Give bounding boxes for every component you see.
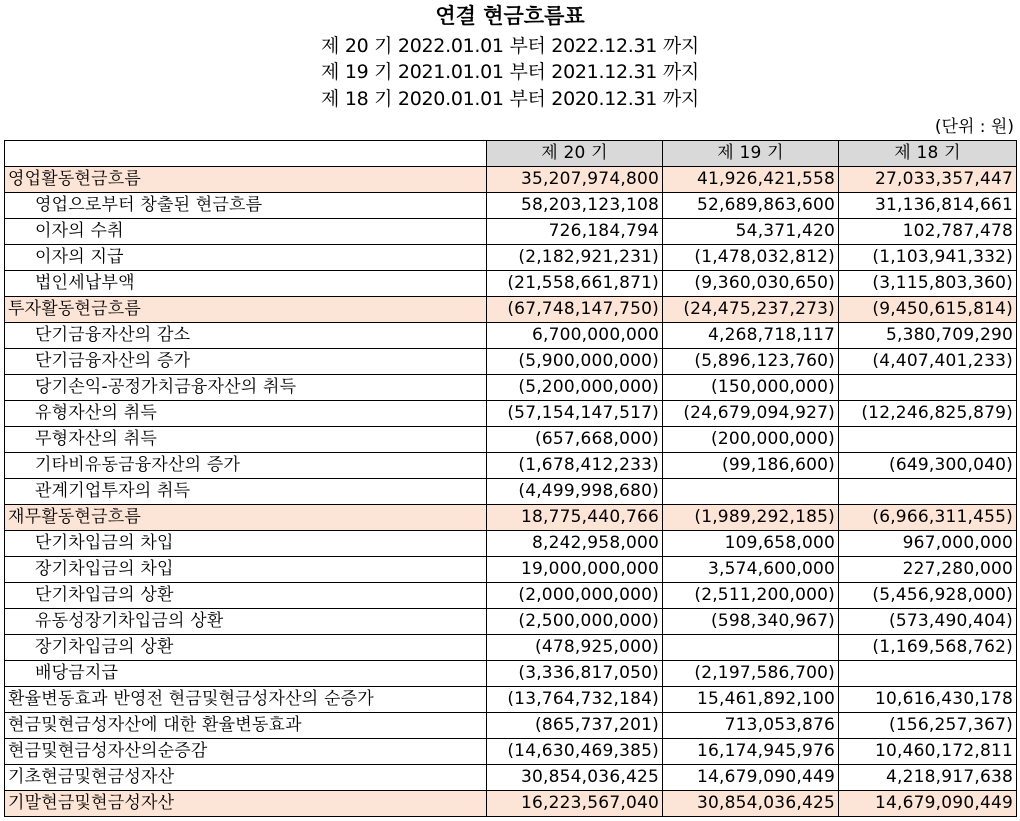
table-row <box>5 765 1017 791</box>
header-blank-cell <box>5 141 487 167</box>
row-value: 27,033,357,447 <box>839 167 1017 193</box>
table-row <box>5 791 1017 817</box>
row-value: (598,340,967) <box>663 609 839 635</box>
row-value: (865,737,201) <box>487 713 663 739</box>
table-row <box>5 375 1017 401</box>
statement-title: 연결 현금흐름표 <box>435 3 585 28</box>
row-value: 41,926,421,558 <box>663 167 839 193</box>
row-value: 54,371,420 <box>663 219 839 245</box>
table-row <box>5 505 1017 531</box>
row-label: 당기손익-공정가치금융자산의 취득 <box>5 375 487 401</box>
table-row <box>5 713 1017 739</box>
row-value: 31,136,814,661 <box>839 193 1017 219</box>
row-value: (21,558,661,871) <box>487 271 663 297</box>
row-label: 영업으로부터 창출된 현금흐름 <box>5 193 487 219</box>
row-label: 장기차입금의 상환 <box>5 635 487 661</box>
row-label: 영업활동현금흐름 <box>5 167 487 193</box>
row-value: (9,360,030,650) <box>663 271 839 297</box>
row-label: 투자활동현금흐름 <box>5 297 487 323</box>
row-value: (1,169,568,762) <box>839 635 1017 661</box>
row-value: (1,678,412,233) <box>487 453 663 479</box>
table-row <box>5 739 1017 765</box>
row-value: (5,456,928,000) <box>839 583 1017 609</box>
row-value: 10,460,172,811 <box>839 739 1017 765</box>
row-label: 현금및현금성자산에 대한 환율변동효과 <box>5 713 487 739</box>
table-row <box>5 193 1017 219</box>
row-value: (657,668,000) <box>487 427 663 453</box>
row-value: (5,900,000,000) <box>487 349 663 375</box>
row-value: 10,616,430,178 <box>839 687 1017 713</box>
row-value: (6,966,311,455) <box>839 505 1017 531</box>
row-value: (2,500,000,000) <box>487 609 663 635</box>
row-label: 유동성장기차입금의 상환 <box>5 609 487 635</box>
row-value <box>663 635 839 661</box>
table-row <box>5 661 1017 687</box>
row-value: 16,223,567,040 <box>487 791 663 817</box>
period-19: 제 19 기 2021.01.01 부터 2021.12.31 까지 <box>321 61 699 83</box>
unit-label: (단위 : 원) <box>934 117 1014 137</box>
row-value: (99,186,600) <box>663 453 839 479</box>
row-label: 단기금융자산의 증가 <box>5 349 487 375</box>
row-value: 102,787,478 <box>839 219 1017 245</box>
row-label: 단기차입금의 상환 <box>5 583 487 609</box>
row-value <box>839 427 1017 453</box>
row-value: (1,989,292,185) <box>663 505 839 531</box>
row-value: (4,499,998,680) <box>487 479 663 505</box>
table-row <box>5 427 1017 453</box>
row-value: (12,246,825,879) <box>839 401 1017 427</box>
row-value: (2,000,000,000) <box>487 583 663 609</box>
table-row <box>5 531 1017 557</box>
row-value: (200,000,000) <box>663 427 839 453</box>
row-label: 배당금지급 <box>5 661 487 687</box>
row-value: (156,257,367) <box>839 713 1017 739</box>
row-value: (573,490,404) <box>839 609 1017 635</box>
row-value <box>663 479 839 505</box>
row-value: 16,174,945,976 <box>663 739 839 765</box>
period-20: 제 20 기 2022.01.01 부터 2022.12.31 까지 <box>321 35 699 57</box>
row-value: 14,679,090,449 <box>663 765 839 791</box>
row-value: (649,300,040) <box>839 453 1017 479</box>
row-label: 단기금융자산의 감소 <box>5 323 487 349</box>
row-value: (5,896,123,760) <box>663 349 839 375</box>
table-row <box>5 349 1017 375</box>
row-value: 109,658,000 <box>663 531 839 557</box>
row-value: 30,854,036,425 <box>663 791 839 817</box>
column-header-19: 제 19 기 <box>663 141 839 167</box>
row-label: 장기차입금의 차입 <box>5 557 487 583</box>
row-value: 19,000,000,000 <box>487 557 663 583</box>
row-value: 3,574,600,000 <box>663 557 839 583</box>
row-label: 무형자산의 취득 <box>5 427 487 453</box>
row-label: 법인세납부액 <box>5 271 487 297</box>
row-value: (478,925,000) <box>487 635 663 661</box>
row-label: 기초현금및현금성자산 <box>5 765 487 791</box>
period-18: 제 18 기 2020.01.01 부터 2020.12.31 까지 <box>321 88 699 110</box>
row-value: (3,115,803,360) <box>839 271 1017 297</box>
row-value: 18,775,440,766 <box>487 505 663 531</box>
row-value: 726,184,794 <box>487 219 663 245</box>
table-header-row <box>5 141 1017 167</box>
row-value: 30,854,036,425 <box>487 765 663 791</box>
column-header-20: 제 20 기 <box>487 141 663 167</box>
table-row <box>5 609 1017 635</box>
row-value: (150,000,000) <box>663 375 839 401</box>
row-label: 유형자산의 취득 <box>5 401 487 427</box>
row-value: (24,679,094,927) <box>663 401 839 427</box>
row-value: (2,511,200,000) <box>663 583 839 609</box>
row-value: 967,000,000 <box>839 531 1017 557</box>
row-label: 현금및현금성자산의순증감 <box>5 739 487 765</box>
row-value: (24,475,237,273) <box>663 297 839 323</box>
row-value <box>839 375 1017 401</box>
row-label: 재무활동현금흐름 <box>5 505 487 531</box>
row-value: 713,053,876 <box>663 713 839 739</box>
table-row <box>5 687 1017 713</box>
table-row <box>5 583 1017 609</box>
table-row <box>5 635 1017 661</box>
table-row <box>5 323 1017 349</box>
column-header-18: 제 18 기 <box>839 141 1017 167</box>
table-row <box>5 167 1017 193</box>
row-label: 기말현금및현금성자산 <box>5 791 487 817</box>
row-value: (9,450,615,814) <box>839 297 1017 323</box>
table-row <box>5 297 1017 323</box>
row-value: 5,380,709,290 <box>839 323 1017 349</box>
row-value: (2,182,921,231) <box>487 245 663 271</box>
row-value <box>839 661 1017 687</box>
row-value <box>839 479 1017 505</box>
row-label: 관계기업투자의 취득 <box>5 479 487 505</box>
row-value: 52,689,863,600 <box>663 193 839 219</box>
table-row <box>5 479 1017 505</box>
row-value: 6,700,000,000 <box>487 323 663 349</box>
row-value: (4,407,401,233) <box>839 349 1017 375</box>
row-value: (3,336,817,050) <box>487 661 663 687</box>
row-value: (13,764,732,184) <box>487 687 663 713</box>
table-row <box>5 245 1017 271</box>
row-value: (2,197,586,700) <box>663 661 839 687</box>
row-value: 58,203,123,108 <box>487 193 663 219</box>
row-label: 환율변동효과 반영전 현금및현금성자산의 순증가 <box>5 687 487 713</box>
table-row <box>5 557 1017 583</box>
row-value: (1,103,941,332) <box>839 245 1017 271</box>
row-value: (67,748,147,750) <box>487 297 663 323</box>
row-value: 4,218,917,638 <box>839 765 1017 791</box>
row-value: 227,280,000 <box>839 557 1017 583</box>
table-row <box>5 401 1017 427</box>
row-value: (57,154,147,517) <box>487 401 663 427</box>
row-label: 단기차입금의 차입 <box>5 531 487 557</box>
table-row <box>5 219 1017 245</box>
row-value: 14,679,090,449 <box>839 791 1017 817</box>
row-value: 8,242,958,000 <box>487 531 663 557</box>
table-row <box>5 453 1017 479</box>
cash-flow-table <box>4 140 1017 817</box>
row-label: 기타비유동금융자산의 증가 <box>5 453 487 479</box>
row-label: 이자의 지급 <box>5 245 487 271</box>
table-row <box>5 271 1017 297</box>
row-value: 4,268,718,117 <box>663 323 839 349</box>
row-value: (1,478,032,812) <box>663 245 839 271</box>
row-value: 35,207,974,800 <box>487 167 663 193</box>
row-value: 15,461,892,100 <box>663 687 839 713</box>
row-value: (5,200,000,000) <box>487 375 663 401</box>
row-value: (14,630,469,385) <box>487 739 663 765</box>
row-label: 이자의 수취 <box>5 219 487 245</box>
